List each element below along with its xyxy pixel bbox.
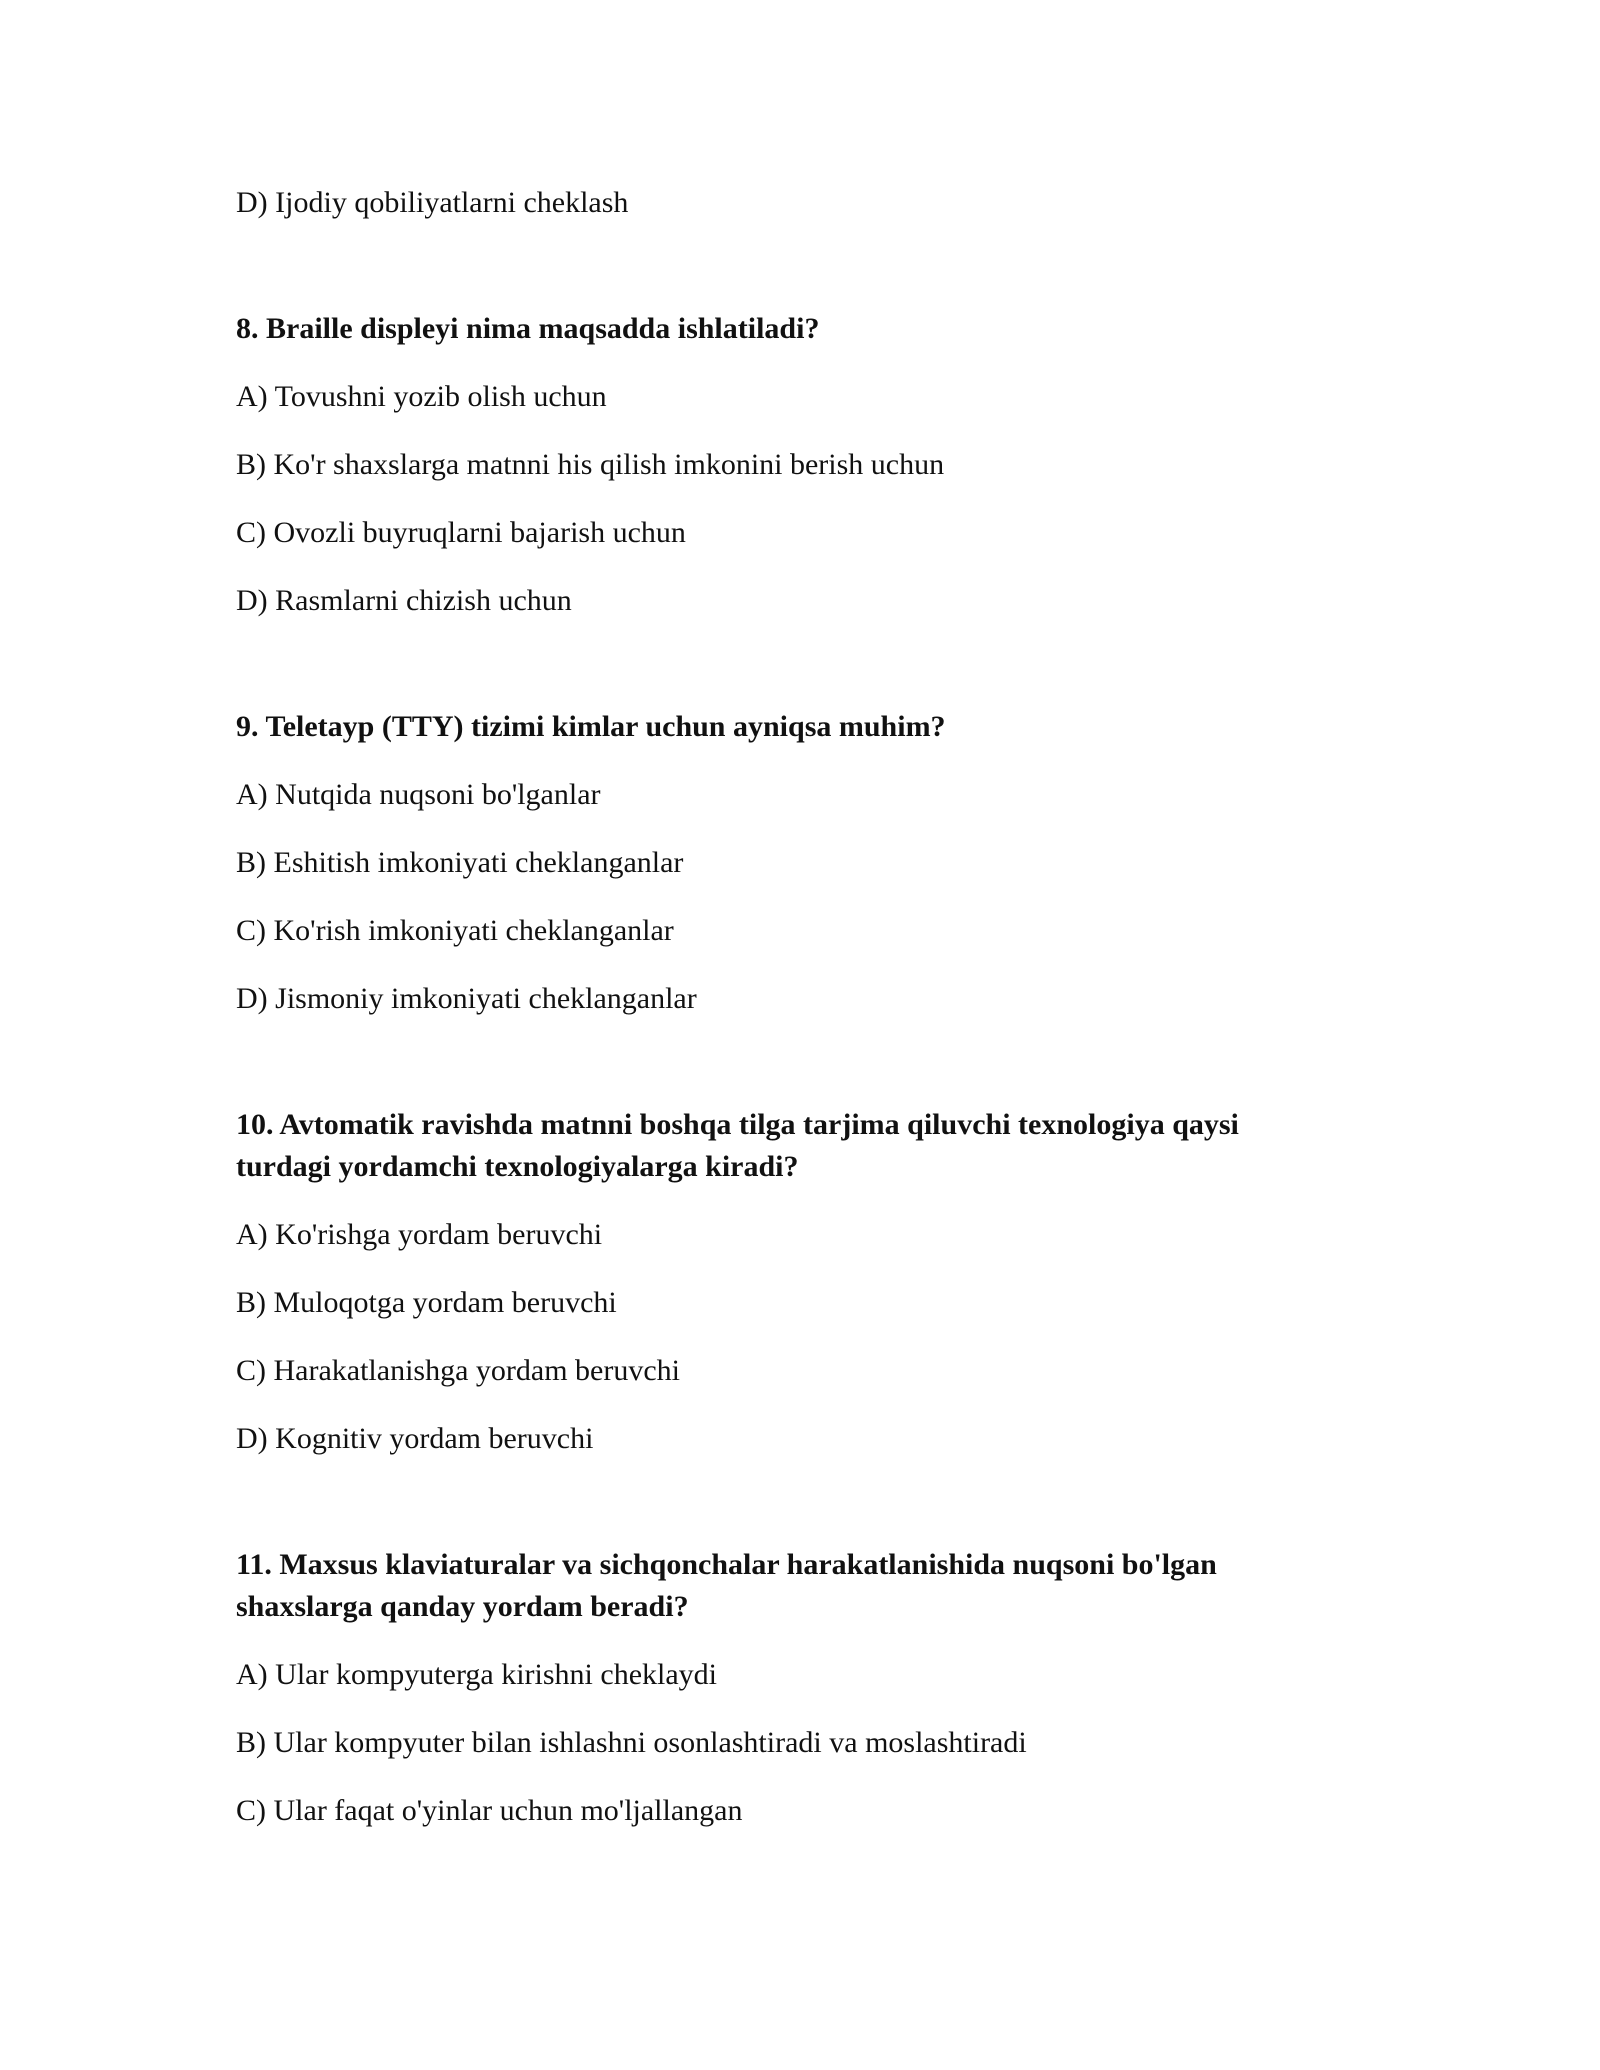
question-8-option-c: C) Ovozli buyruqlarni bajarish uchun <box>236 516 686 549</box>
question-11-title-line-2: shaxslarga qanday yordam beradi? <box>236 1590 689 1623</box>
question-10-title <box>236 1104 1356 1188</box>
question-10-option-d: D) Kognitiv yordam beruvchi <box>236 1422 594 1455</box>
question-8-option-d: D) Rasmlarni chizish uchun <box>236 584 572 617</box>
question-8-option-b: B) Ko'r shaxslarga matnni his qilish imkonini berish uchun <box>236 448 945 481</box>
question-9 <box>236 706 1356 1020</box>
question-11-title-line-1: 11. Maxsus klaviaturalar va sichqonchalar harakatlanishida nuqsoni bo'lgan <box>236 1548 1217 1581</box>
question-11 <box>236 1544 1356 1832</box>
question-10 <box>236 1104 1356 1460</box>
question-11-option-b: B) Ular kompyuter bilan ishlashni osonlashtiradi va moslashtiradi <box>236 1726 1027 1759</box>
question-11-option-c: C) Ular faqat o'yinlar uchun mo'ljallangan <box>236 1794 743 1827</box>
question-10-option-c: C) Harakatlanishga yordam beruvchi <box>236 1354 681 1387</box>
question-10-title-line-2: turdagi yordamchi texnologiyalarga kiradi? <box>236 1150 799 1183</box>
question-9-option-a: A) Nutqida nuqsoni bo'lganlar <box>236 778 601 811</box>
question-10-title-line-1: 10. Avtomatik ravishda matnni boshqa tilga tarjima qiluvchi texnologiya qaysi <box>236 1108 1239 1141</box>
question-9-option-b: B) Eshitish imkoniyati cheklanganlar <box>236 846 684 879</box>
question-11-option-a: A) Ular kompyuterga kirishni cheklaydi <box>236 1658 717 1691</box>
question-8 <box>236 308 1356 622</box>
question-8-title: 8. Braille displeyi nima maqsadda ishlatiladi? <box>236 312 820 345</box>
question-10-option-b: B) Muloqotga yordam beruvchi <box>236 1286 617 1319</box>
question-10-option-a: A) Ko'rishga yordam beruvchi <box>236 1218 603 1251</box>
question-8-option-a: A) Tovushni yozib olish uchun <box>236 380 607 413</box>
question-11-title <box>236 1544 1356 1628</box>
question-9-option-d: D) Jismoniy imkoniyati cheklanganlar <box>236 982 697 1015</box>
option-7-d: D) Ijodiy qobiliyatlarni cheklash <box>236 186 629 219</box>
question-9-title: 9. Teletayp (TTY) tizimi kimlar uchun ayniqsa muhim? <box>236 710 946 743</box>
question-9-option-c: C) Ko'rish imkoniyati cheklanganlar <box>236 914 674 947</box>
quiz-content <box>236 182 1356 1858</box>
